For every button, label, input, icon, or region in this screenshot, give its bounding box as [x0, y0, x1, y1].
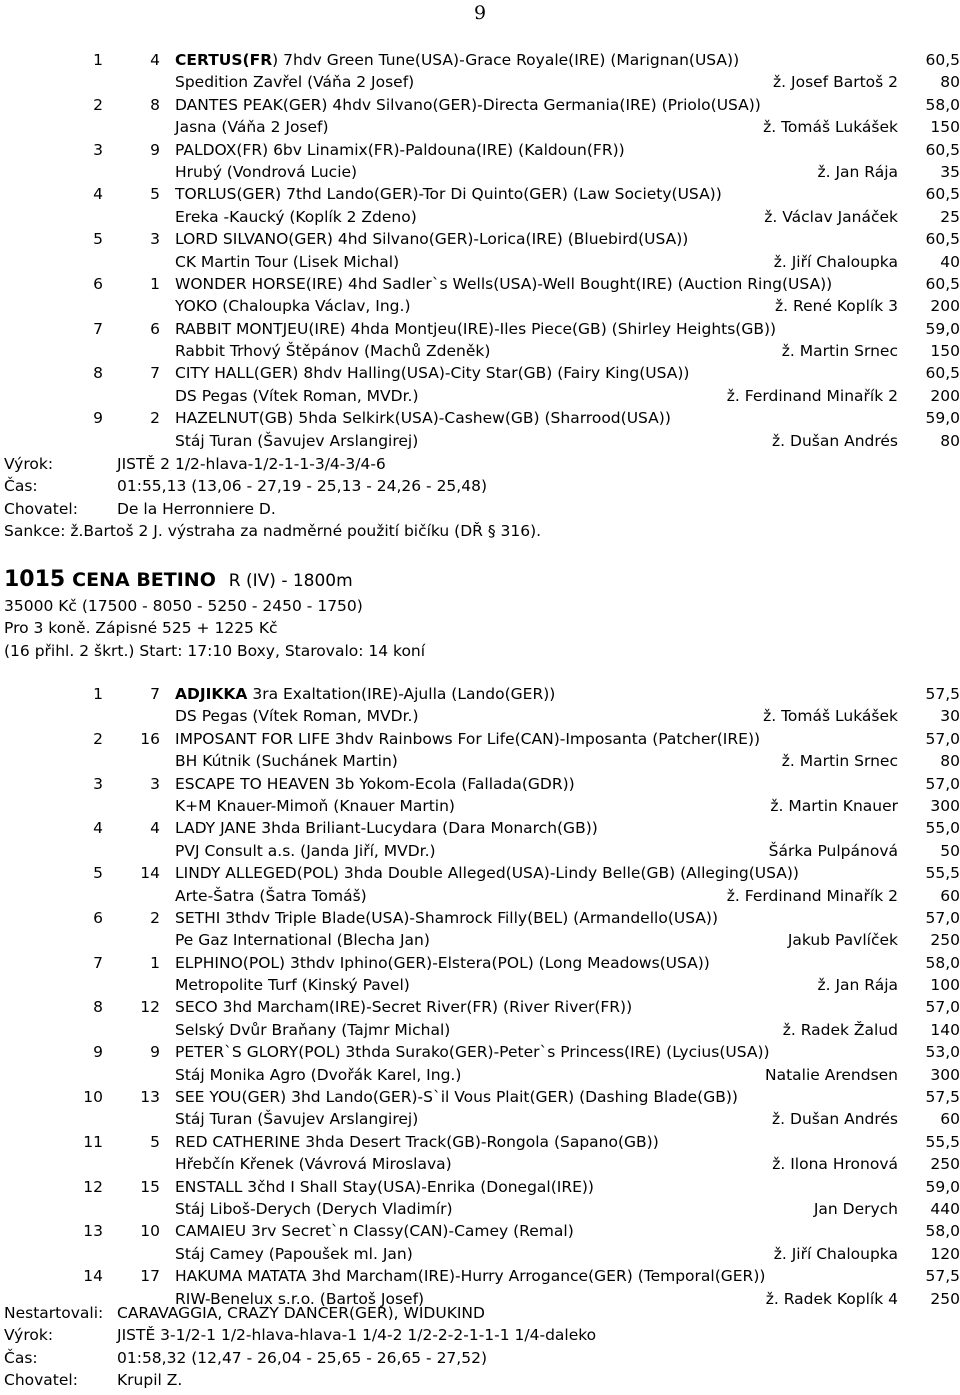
race-number: 1015 [4, 567, 66, 592]
race-summary-previous [4, 453, 954, 543]
finish-place: 9 [93, 1043, 103, 1062]
start-box: 5 [150, 1132, 160, 1151]
race-prizes: 35000 Kč (17500 - 8050 - 5250 - 2450 - 1750) [4, 597, 363, 615]
entry-row [0, 1131, 960, 1153]
start-box: 1 [150, 953, 160, 972]
entry-row [0, 183, 960, 205]
jockey-name: ž. Ferdinand Minařík 2 [726, 386, 898, 405]
horse-pedigree: LORD SILVANO(GER) 4hd Silvano(GER)-Lorica(IRE) (Bluebird(USA)) [175, 230, 689, 249]
horse-pedigree: CAMAIEU 3rv Secret`n Classy(CAN)-Camey (Remal) [175, 1222, 574, 1241]
prize-amount: 80 [940, 752, 960, 771]
carried-weight: 60,5 [925, 51, 960, 69]
owner-trainer: Stáj Liboš-Derych (Derych Vladimír) [175, 1199, 453, 1218]
entry-owner-row [0, 251, 960, 273]
horse-name: CERTUS(FR [175, 51, 273, 69]
carried-weight: 60,5 [925, 274, 960, 293]
start-box: 8 [150, 95, 160, 114]
entry-row [0, 1176, 960, 1198]
carried-weight: 57,5 [925, 1267, 960, 1286]
start-box: 7 [150, 364, 160, 383]
start-box: 2 [150, 409, 160, 428]
carried-weight: 57,0 [925, 729, 960, 748]
finish-place: 8 [93, 998, 103, 1017]
finish-place: 2 [93, 95, 103, 114]
horse-pedigree: ENSTALL 3čhd I Shall Stay(USA)-Enrika (Donegal(IRE)) [175, 1177, 594, 1196]
carried-weight: 58,0 [925, 1222, 960, 1241]
entry-owner-row [0, 1198, 960, 1220]
owner-trainer: Rabbit Trhový Štěpánov (Machů Zdeněk) [175, 342, 491, 361]
entry-row [0, 728, 960, 750]
summary-row [4, 498, 954, 520]
prize-amount: 25 [940, 207, 960, 226]
horse-description [175, 952, 710, 974]
prize-amount: 440 [930, 1199, 960, 1218]
horse-description [175, 907, 718, 929]
entry-owner-row [0, 795, 960, 817]
owner-trainer: Arte-Šatra (Šatra Tomáš) [175, 886, 367, 905]
prize-amount: 200 [930, 386, 960, 405]
jockey-name: ž. Josef Bartoš 2 [773, 73, 898, 92]
start-box: 4 [150, 51, 160, 69]
entry-row [0, 94, 960, 116]
entry-row [0, 907, 960, 929]
horse-pedigree: LINDY ALLEGED(POL) 3hda Double Alleged(USA)-Lindy Belle(GB) (Alleging(USA)) [175, 864, 799, 883]
finish-place: 9 [93, 409, 103, 428]
summary-value: 01:58,32 (12,47 - 26,04 - 25,65 - 26,65 - 27,52) [117, 1348, 487, 1367]
prize-amount: 30 [940, 707, 960, 726]
horse-pedigree: SETHI 3thdv Triple Blade(USA)-Shamrock Filly(BEL) (Armandello(USA)) [175, 908, 719, 927]
finish-place: 5 [93, 230, 103, 249]
jockey-name: ž. Radek Koplík 4 [765, 1289, 898, 1308]
owner-trainer: Stáj Turan (Šavujev Arslangirej) [175, 1110, 419, 1129]
prize-amount: 60 [940, 886, 960, 905]
horse-description [175, 1176, 594, 1198]
summary-row [4, 1369, 954, 1391]
owner-trainer: CK Martin Tour (Lisek Michal) [175, 252, 400, 271]
owner-trainer: Metropolite Turf (Kinský Pavel) [175, 976, 410, 995]
race-header [4, 565, 425, 662]
entry-owner-row [0, 385, 960, 407]
horse-pedigree: CITY HALL(GER) 8hdv Halling(USA)-City Star(GB) (Fairy King(USA)) [175, 364, 690, 383]
finish-place: 4 [93, 185, 103, 204]
entry-row [0, 952, 960, 974]
owner-trainer: Hřebčín Křenek (Vávrová Miroslava) [175, 1155, 452, 1174]
start-box: 4 [150, 819, 160, 838]
owner-trainer: Jasna (Váňa 2 Josef) [175, 118, 329, 137]
finish-place: 7 [93, 319, 103, 338]
jockey-name: ž. Václav Janáček [764, 207, 898, 226]
horse-pedigree: RED CATHERINE 3hda Desert Track(GB)-Rongola (Sapano(GB)) [175, 1132, 659, 1151]
jockey-name: ž. Jan Rája [817, 976, 898, 995]
owner-trainer: K+M Knauer-Mimoň (Knauer Martin) [175, 796, 455, 815]
start-box: 13 [140, 1088, 160, 1107]
carried-weight: 59,0 [925, 409, 960, 428]
summary-value: JISTĚ 3-1/2-1 1/2-hlava-hlava-1 1/4-2 1/2-2-2-1-1-1 1/4-daleko [117, 1326, 597, 1345]
start-box: 5 [150, 185, 160, 204]
horse-pedigree: HAKUMA MATATA 3hd Marcham(IRE)-Hurry Arrogance(GER) (Temporal(GER)) [175, 1267, 766, 1286]
horse-description [175, 49, 739, 71]
start-box: 7 [150, 685, 160, 703]
race-results-previous [0, 49, 960, 452]
start-box: 17 [140, 1267, 160, 1286]
horse-pedigree: IMPOSANT FOR LIFE 3hdv Rainbows For Life(CAN)-Imposanta (Patcher(IRE)) [175, 729, 761, 748]
entry-row [0, 1041, 960, 1063]
finish-place: 14 [83, 1267, 103, 1286]
horse-description [175, 817, 598, 839]
jockey-name: ž. Jiří Chaloupka [773, 1244, 898, 1263]
summary-value: 01:55,13 (13,06 - 27,19 - 25,13 - 24,26 - 25,48) [117, 477, 487, 496]
finish-place: 1 [93, 685, 103, 703]
prize-amount: 100 [930, 976, 960, 995]
carried-weight: 60,5 [925, 230, 960, 249]
entry-row [0, 773, 960, 795]
horse-description [175, 183, 722, 205]
summary-value: JISTĚ 2 1/2-hlava-1/2-1-1-3/4-3/4-6 [117, 455, 386, 473]
entry-row [0, 862, 960, 884]
summary-label: Výrok: [4, 455, 54, 473]
jockey-name: ž. Tomáš Lukášek [763, 118, 898, 137]
entry-row [0, 318, 960, 340]
summary-row [4, 1324, 954, 1346]
finish-place: 10 [83, 1088, 103, 1107]
prize-amount: 50 [940, 841, 960, 860]
carried-weight: 55,0 [925, 819, 960, 838]
prize-amount: 60 [940, 1110, 960, 1129]
horse-description [175, 318, 776, 340]
horse-description [175, 407, 671, 429]
race-conditions: Pro 3 koně. Zápisné 525 + 1225 Kč [4, 619, 278, 638]
entry-row [0, 49, 960, 71]
prize-amount: 200 [930, 297, 960, 316]
summary-label: Čas: [4, 477, 38, 496]
horse-pedigree: HAZELNUT(GB) 5hda Selkirk(USA)-Cashew(GB) (Sharrood(USA)) [175, 409, 671, 428]
carried-weight: 58,0 [925, 95, 960, 114]
prize-amount: 250 [930, 1155, 960, 1174]
finish-place: 13 [83, 1222, 103, 1241]
horse-description [175, 1131, 659, 1153]
entry-owner-row [0, 1019, 960, 1041]
race-category: R (IV) - 1800m [228, 571, 353, 591]
race-title [4, 565, 425, 595]
jockey-name: ž. Tomáš Lukášek [763, 707, 898, 726]
owner-trainer: Stáj Monika Agro (Dvořák Karel, Ing.) [175, 1065, 462, 1084]
entry-row [0, 407, 960, 429]
prize-amount: 120 [930, 1244, 960, 1263]
horse-pedigree: SECO 3hd Marcham(IRE)-Secret River(FR) (River River(FR)) [175, 998, 633, 1017]
page-number: 9 [473, 2, 487, 24]
horse-pedigree: WONDER HORSE(IRE) 4hd Sadler`s Wells(USA)-Well Bought(IRE) (Auction Ring(USA)) [175, 274, 833, 293]
carried-weight: 57,0 [925, 774, 960, 793]
summary-label: Čas: [4, 1348, 38, 1367]
horse-pedigree: DANTES PEAK(GER) 4hdv Silvano(GER)-Directa Germania(IRE) (Priolo(USA)) [175, 95, 761, 114]
jockey-name: ž. Dušan Andrés [772, 1110, 898, 1129]
horse-description [175, 228, 688, 250]
finish-place: 4 [93, 819, 103, 838]
start-box: 9 [150, 1043, 160, 1062]
entry-row [0, 1265, 960, 1287]
horse-pedigree: ELPHINO(POL) 3thdv Iphino(GER)-Elstera(POL) (Long Meadows(USA)) [175, 953, 710, 972]
horse-description [175, 273, 832, 295]
horse-pedigree: ESCAPE TO HEAVEN 3b Yokom-Ecola (Fallada(GDR)) [175, 774, 575, 793]
prize-amount: 35 [940, 162, 960, 181]
start-box: 6 [150, 319, 160, 338]
owner-trainer: Stáj Turan (Šavujev Arslangirej) [175, 431, 419, 450]
prize-amount: 140 [930, 1020, 960, 1039]
finish-place: 5 [93, 864, 103, 883]
owner-trainer: Hrubý (Vondrová Lucie) [175, 162, 358, 181]
race-name: CENA BETINO [72, 569, 216, 591]
horse-pedigree: ) 7hdv Green Tune(USA)-Grace Royale(IRE) (Marignan(USA)) [272, 51, 740, 69]
entry-owner-row [0, 705, 960, 727]
jockey-name: ž. René Koplík 3 [775, 297, 898, 316]
entry-row [0, 1220, 960, 1242]
finish-place: 11 [83, 1132, 103, 1151]
entry-row [0, 817, 960, 839]
carried-weight: 59,0 [925, 319, 960, 338]
owner-trainer: Ereka -Kaucký (Koplík 2 Zdeno) [175, 207, 417, 226]
prize-amount: 150 [930, 118, 960, 137]
entry-owner-row [0, 1243, 960, 1265]
summary-row [4, 1347, 954, 1369]
entry-owner-row [0, 750, 960, 772]
owner-trainer: YOKO (Chaloupka Václav, Ing.) [175, 297, 411, 316]
horse-pedigree: PETER`S GLORY(POL) 3thda Surako(GER)-Peter`s Princess(IRE) (Lycius(USA)) [175, 1043, 770, 1062]
carried-weight: 60,5 [925, 364, 960, 383]
carried-weight: 60,5 [925, 140, 960, 159]
prize-amount: 150 [930, 342, 960, 361]
owner-trainer: DS Pegas (Vítek Roman, MVDr.) [175, 386, 419, 405]
horse-description [175, 1086, 738, 1108]
horse-pedigree: LADY JANE 3hda Briliant-Lucydara (Dara Monarch(GB)) [175, 819, 598, 838]
entry-owner-row [0, 116, 960, 138]
finish-place: 7 [93, 953, 103, 972]
owner-trainer: Spedition Zavřel (Váňa 2 Josef) [175, 73, 415, 92]
start-box: 9 [150, 140, 160, 159]
finish-place: 6 [93, 908, 103, 927]
prize-amount: 80 [940, 431, 960, 450]
carried-weight: 58,0 [925, 953, 960, 972]
summary-value: De la Herronniere D. [117, 499, 276, 518]
entry-row [0, 273, 960, 295]
jockey-name: ž. Martin Srnec [781, 752, 898, 771]
carried-weight: 60,5 [925, 185, 960, 204]
jockey-name: Šárka Pulpánová [768, 841, 898, 860]
race-meta [4, 595, 425, 662]
finish-place: 1 [93, 51, 103, 69]
entry-owner-row [0, 929, 960, 951]
horse-pedigree: RABBIT MONTJEU(IRE) 4hda Montjeu(IRE)-Iles Piece(GB) (Shirley Heights(GB)) [175, 319, 777, 338]
jockey-name: Jan Derych [813, 1199, 898, 1218]
owner-trainer: DS Pegas (Vítek Roman, MVDr.) [175, 707, 419, 726]
horse-description [175, 362, 689, 384]
finish-place: 3 [93, 140, 103, 159]
race-summary-1015 [4, 1302, 954, 1392]
owner-trainer: Stáj Camey (Papoušek ml. Jan) [175, 1244, 413, 1263]
race-start: (16 přihl. 2 škrt.) Start: 17:10 Boxy, Starovalo: 14 koní [4, 641, 426, 660]
finish-place: 8 [93, 364, 103, 383]
sanction-note: Sankce: ž.Bartoš 2 J. výstraha za nadměrné použití bičíku (DŘ § 316). [4, 522, 542, 541]
horse-pedigree: 3ra Exaltation(IRE)-Ajulla (Lando(GER)) [247, 685, 556, 703]
entry-owner-row [0, 295, 960, 317]
horse-description [175, 94, 761, 116]
jockey-name: ž. Dušan Andrés [772, 431, 898, 450]
entry-owner-row [0, 161, 960, 183]
carried-weight: 57,5 [925, 1088, 960, 1107]
entry-row [0, 1086, 960, 1108]
jockey-name: ž. Ferdinand Minařík 2 [726, 886, 898, 905]
entry-owner-row [0, 974, 960, 996]
owner-trainer: Pe Gaz International (Blecha Jan) [175, 931, 430, 950]
finish-place: 12 [83, 1177, 103, 1196]
entry-owner-row [0, 1108, 960, 1130]
owner-trainer: RIW-Benelux s.r.o. (Bartoš Josef) [175, 1289, 425, 1308]
entry-owner-row [0, 840, 960, 862]
horse-description [175, 683, 555, 705]
jockey-name: ž. Ilona Hronová [772, 1155, 898, 1174]
finish-place: 2 [93, 729, 103, 748]
horse-pedigree: SEE YOU(GER) 3hd Lando(GER)-S`il Vous Plait(GER) (Dashing Blade(GB)) [175, 1088, 738, 1107]
start-box: 14 [140, 864, 160, 883]
entry-row [0, 228, 960, 250]
entry-row [0, 139, 960, 161]
entry-owner-row [0, 206, 960, 228]
start-box: 3 [150, 230, 160, 249]
jockey-name: Natalie Arendsen [764, 1065, 898, 1084]
jockey-name: ž. Martin Knauer [770, 796, 898, 815]
summary-label: Chovatel: [4, 1371, 78, 1390]
summary-label: Výrok: [4, 1326, 54, 1345]
prize-amount: 250 [930, 931, 960, 950]
summary-row [4, 1302, 954, 1324]
jockey-name: Jakub Pavlíček [787, 931, 898, 950]
carried-weight: 57,0 [925, 998, 960, 1017]
horse-description [175, 728, 760, 750]
horse-pedigree: TORLUS(GER) 7thd Lando(GER)-Tor Di Quinto(GER) (Law Society(USA)) [175, 185, 722, 204]
start-box: 3 [150, 774, 160, 793]
summary-value: CARAVAGGIA, CRAZY DANCER(GER), WIDUKIND [117, 1304, 485, 1322]
carried-weight: 59,0 [925, 1177, 960, 1196]
horse-name: ADJIKKA [175, 685, 248, 703]
horse-description [175, 1220, 574, 1242]
prize-amount: 300 [930, 1065, 960, 1084]
prize-amount: 250 [930, 1289, 960, 1308]
carried-weight: 57,0 [925, 908, 960, 927]
start-box: 12 [140, 998, 160, 1017]
owner-trainer: Selský Dvůr Braňany (Tajmr Michal) [175, 1020, 451, 1039]
start-box: 2 [150, 908, 160, 927]
carried-weight: 55,5 [925, 864, 960, 883]
horse-description [175, 1265, 765, 1287]
entry-owner-row [0, 340, 960, 362]
jockey-name: ž. Martin Srnec [781, 342, 898, 361]
jockey-name: ž. Jiří Chaloupka [773, 252, 898, 271]
summary-label: Chovatel: [4, 499, 78, 518]
entry-row [0, 362, 960, 384]
summary-row [4, 453, 954, 475]
jockey-name: ž. Jan Rája [817, 162, 898, 181]
prize-amount: 80 [940, 73, 960, 92]
summary-row [4, 475, 954, 497]
horse-pedigree: PALDOX(FR) 6bv Linamix(FR)-Paldouna(IRE) (Kaldoun(FR)) [175, 140, 625, 159]
start-box: 1 [150, 274, 160, 293]
entry-row [0, 683, 960, 705]
jockey-name: ž. Radek Žalud [782, 1020, 898, 1039]
entry-owner-row [0, 430, 960, 452]
entry-row [0, 996, 960, 1018]
summary-value: Krupil Z. [117, 1371, 183, 1390]
start-box: 16 [140, 729, 160, 748]
finish-place: 3 [93, 774, 103, 793]
carried-weight: 53,0 [925, 1043, 960, 1062]
owner-trainer: PVJ Consult a.s. (Janda Jiří, MVDr.) [175, 841, 436, 860]
race-results-1015 [0, 683, 960, 1310]
entry-owner-row [0, 71, 960, 93]
entry-owner-row [0, 885, 960, 907]
finish-place: 6 [93, 274, 103, 293]
entry-owner-row [0, 1153, 960, 1175]
horse-description [175, 773, 575, 795]
start-box: 15 [140, 1177, 160, 1196]
carried-weight: 57,5 [925, 685, 960, 703]
prize-amount: 300 [930, 796, 960, 815]
start-box: 10 [140, 1222, 160, 1241]
horse-description [175, 862, 799, 884]
summary-label: Nestartovali: [4, 1304, 104, 1322]
horse-description [175, 139, 625, 161]
horse-description [175, 1041, 770, 1063]
prize-amount: 40 [940, 252, 960, 271]
entry-owner-row [0, 1064, 960, 1086]
horse-description [175, 996, 632, 1018]
owner-trainer: BH Kútnik (Suchánek Martin) [175, 752, 398, 771]
carried-weight: 55,5 [925, 1132, 960, 1151]
